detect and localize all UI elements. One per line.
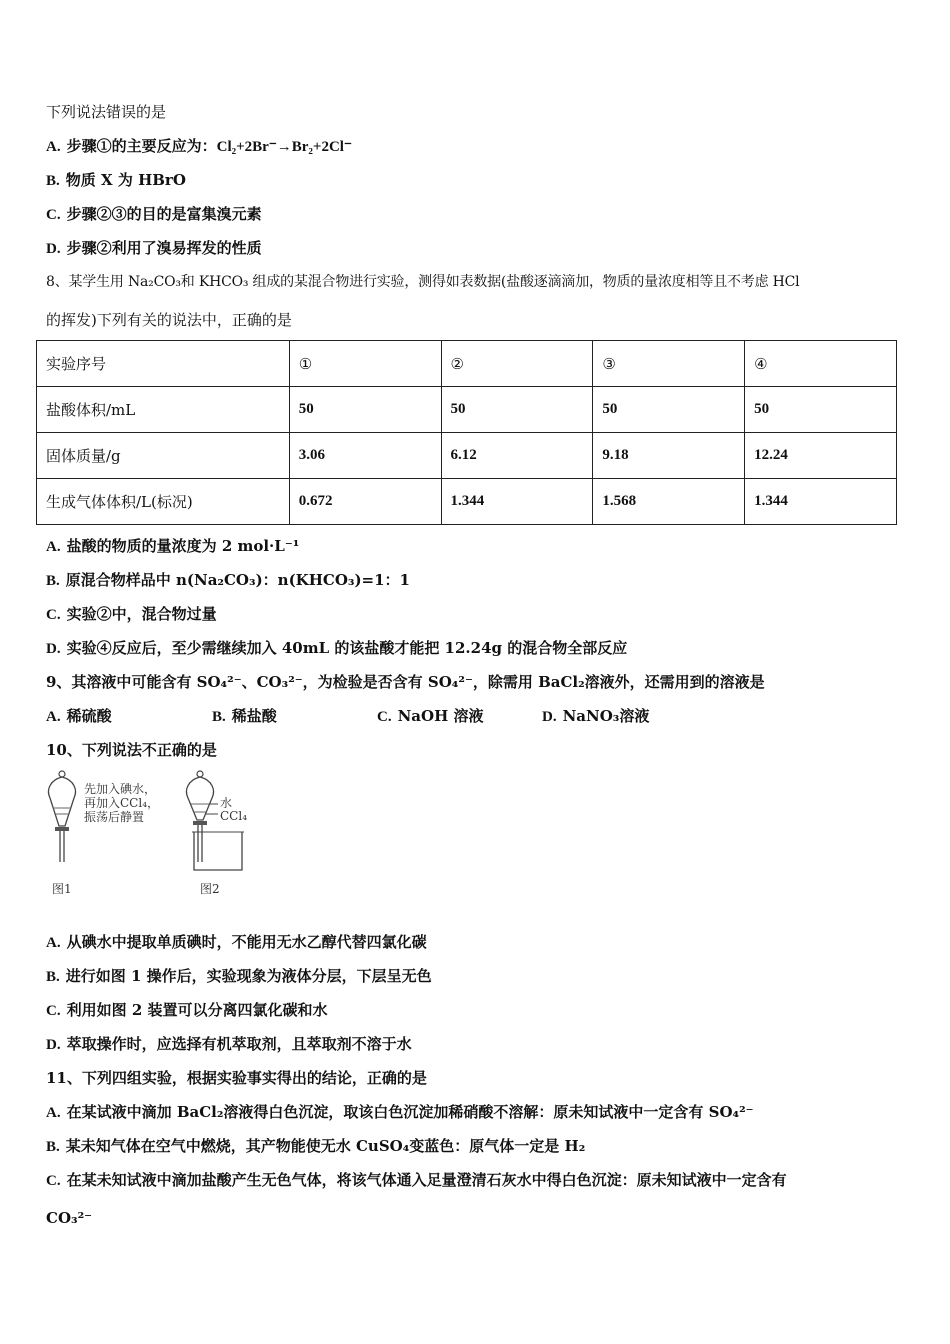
q11-option-a <box>46 1102 754 1123</box>
q7-option-b <box>46 170 186 191</box>
option-text: 稀硫酸 <box>66 707 112 725</box>
option-text: 原混合物样品中 n(Na₂CO₃)：n(KHCO₃)=1：1 <box>65 571 410 589</box>
table-cell: 50 <box>745 387 897 433</box>
q7-option-d <box>46 238 262 259</box>
q9-stem: 9、其溶液中可能含有 SO₄²⁻、CO₃²⁻，为检验是否含有 SO₄²⁻，除需用 BaCl₂溶液外，还需用到的溶液是 <box>46 673 765 691</box>
option-letter: B. <box>212 709 226 725</box>
table-cell: 1.568 <box>593 479 745 525</box>
row-label: 固体质量/g <box>37 433 290 479</box>
option-letter: C. <box>46 607 61 623</box>
table-row <box>37 433 897 479</box>
q8-option-c <box>46 604 217 625</box>
option-letter: B. <box>46 1139 60 1155</box>
option-letter: C. <box>377 709 392 725</box>
option-text: 进行如图 1 操作后，实验现象为液体分层，下层呈无色 <box>65 967 432 985</box>
q9-option-a <box>46 706 112 727</box>
table-row <box>37 387 897 433</box>
option-letter: B. <box>46 173 60 189</box>
table-header-cell: ③ <box>593 341 745 387</box>
option-letter: A. <box>46 935 61 951</box>
table-cell: 1.344 <box>441 479 593 525</box>
option-text: 步骤①的主要反应为： <box>66 137 217 155</box>
option-text: NaOH 溶液 <box>397 707 484 725</box>
option-text: 在某试液中滴加 BaCl₂溶液得白色沉淀，取该白色沉淀加稀硝酸不溶解：原未知试液中一定含有 SO₄²⁻ <box>66 1103 754 1121</box>
table-cell: 50 <box>441 387 593 433</box>
option-letter: D. <box>542 709 557 725</box>
option-letter: C. <box>46 1003 61 1019</box>
option-text: 实验②中，混合物过量 <box>66 605 217 623</box>
row-label: 盐酸体积/mL <box>37 387 290 433</box>
table-cell: 9.18 <box>593 433 745 479</box>
q11-option-b <box>46 1136 585 1157</box>
option-text: 萃取操作时，应选择有机萃取剂，且萃取剂不溶于水 <box>66 1035 412 1053</box>
q11-option-c <box>46 1170 787 1191</box>
option-text: NaNO₃溶液 <box>562 707 650 725</box>
q9-option-b <box>212 706 277 727</box>
option-letter: C. <box>46 207 61 223</box>
option-letter: D. <box>46 241 61 257</box>
separatory-funnel-icon <box>42 770 82 870</box>
option-letter: A. <box>46 539 61 555</box>
table-header-cell: ④ <box>745 341 897 387</box>
figure1-note-line: 先加入碘水， <box>84 782 157 796</box>
option-letter: D. <box>46 1037 61 1053</box>
table-cell: 3.06 <box>289 433 441 479</box>
q9-option-c <box>377 706 484 727</box>
option-text: 在某未知试液中滴加盐酸产生无色气体，将该气体通入足量澄清石灰水中得白色沉淀：原未知试液中一定含有 <box>66 1171 787 1189</box>
option-letter: A. <box>46 1105 61 1121</box>
figure2-label-water: 水 <box>220 796 233 810</box>
table-row <box>37 479 897 525</box>
q11-option-c-continuation: CO₃²⁻ <box>46 1209 93 1227</box>
table-cell: 6.12 <box>441 433 593 479</box>
option-text: 盐酸的物质的量浓度为 2 mol·L⁻¹ <box>66 537 300 555</box>
table-header-cell: 实验序号 <box>37 341 290 387</box>
option-text: 从碘水中提取单质碘时，不能用无水乙醇代替四氯化碳 <box>66 933 427 951</box>
q8-data-table <box>36 340 897 525</box>
option-letter: C. <box>46 1173 61 1189</box>
figure1-note-line: 振荡后静置 <box>84 810 145 824</box>
option-text: 某未知气体在空气中燃烧，其产物能使无水 CuSO₄变蓝色：原气体一定是 H₂ <box>65 1137 586 1155</box>
q7-stem: 下列说法错误的是 <box>46 103 167 121</box>
option-letter: A. <box>46 139 61 155</box>
option-text: 实验④反应后，至少需继续加入 40mL 的该盐酸才能把 12.24g 的混合物全部反应 <box>66 639 628 657</box>
option-text: 步骤②利用了溴易挥发的性质 <box>66 239 262 257</box>
figure1-caption: 图1 <box>52 882 72 896</box>
table-cell: 50 <box>593 387 745 433</box>
q10-option-d <box>46 1034 412 1055</box>
row-label: 生成气体体积/L(标况) <box>37 479 290 525</box>
option-text: 稀盐酸 <box>231 707 277 725</box>
q10-option-a <box>46 932 427 953</box>
q8-stem-line2: 的挥发)下列有关的说法中，正确的是 <box>46 311 292 329</box>
table-cell: 50 <box>289 387 441 433</box>
table-cell: 0.672 <box>289 479 441 525</box>
q8-option-b <box>46 570 410 591</box>
table-cell: 1.344 <box>745 479 897 525</box>
option-formula: Cl₂+2Br⁻→Br₂+2Cl⁻ <box>216 139 352 155</box>
option-text: 物质 X 为 HBrO <box>65 171 186 189</box>
option-text: 利用如图 2 装置可以分离四氯化碳和水 <box>66 1001 328 1019</box>
table-header-cell: ① <box>289 341 441 387</box>
q8-option-d <box>46 638 627 659</box>
q11-stem: 11、下列四组实验，根据实验事实得出的结论，正确的是 <box>46 1069 427 1087</box>
figure1-note <box>84 782 159 824</box>
option-letter: A. <box>46 709 61 725</box>
q10-stem: 10、下列说法不正确的是 <box>46 741 217 759</box>
q8-stem-line1: 8、某学生用 Na₂CO₃和 KHCO₃ 组成的某混合物进行实验，测得如表数据(盐酸逐滴滴加，物质的量浓度相等且不考虑 HCl <box>46 274 800 290</box>
option-letter: D. <box>46 641 61 657</box>
option-letter: B. <box>46 573 60 589</box>
figure2-label-ccl4: CCl₄ <box>220 809 248 823</box>
figure1-note-line: 再加入CCl₄， <box>84 796 160 810</box>
q8-option-a <box>46 536 299 557</box>
q10-option-b <box>46 966 432 987</box>
table-header-cell: ② <box>441 341 593 387</box>
table-header-row <box>37 341 897 387</box>
figure2-caption: 图2 <box>200 882 220 896</box>
table-cell: 12.24 <box>745 433 897 479</box>
q7-option-a <box>46 136 352 157</box>
q7-option-c <box>46 204 262 225</box>
option-letter: B. <box>46 969 60 985</box>
option-text: 步骤②③的目的是富集溴元素 <box>66 205 262 223</box>
q10-option-c <box>46 1000 327 1021</box>
q9-option-d <box>542 706 649 727</box>
